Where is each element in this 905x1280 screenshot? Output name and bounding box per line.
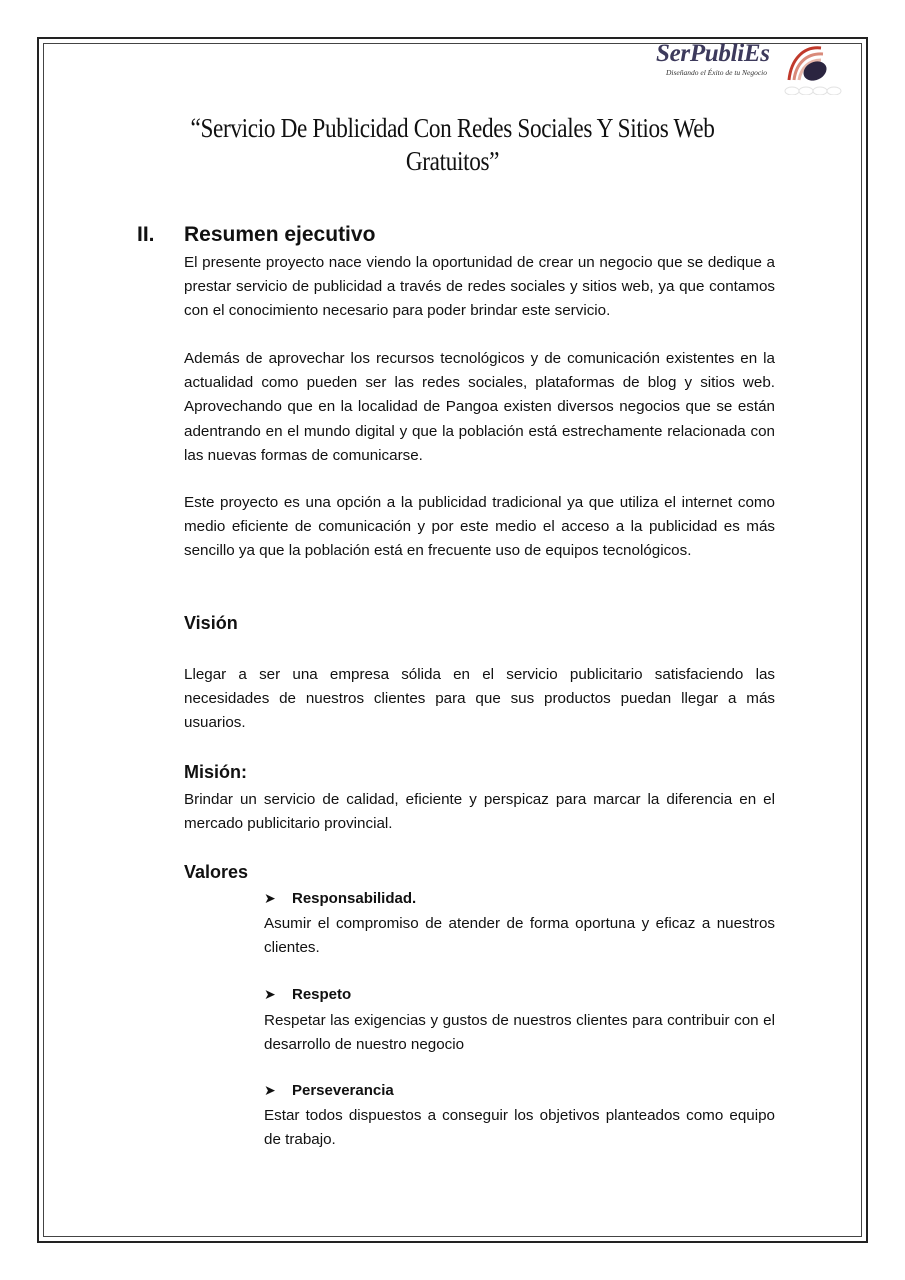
values-heading: Valores — [184, 862, 249, 882]
value-name: Responsabilidad. — [292, 890, 417, 907]
company-logo — [652, 40, 842, 95]
section-heading: Resumen ejecutivo — [184, 223, 376, 246]
mission-heading: Misión: — [184, 762, 247, 782]
section-number: II. — [137, 223, 155, 246]
logo-tagline: Diseñando el Éxito de tu Negocio — [666, 68, 768, 77]
arrow-bullet-icon: ➤ — [264, 1082, 276, 1098]
summary-paragraph-1: El presente proyecto nace viendo la oportunidad de crear un negocio que se dedique a prestar servicio de publicidad a través de redes sociales y sitios web, ya que contamos con el conocimiento necesario para poder brindar este servicio. — [184, 254, 775, 320]
arrow-bullet-icon: ➤ — [264, 986, 276, 1002]
value-name: Perseverancia — [292, 1082, 394, 1099]
document-title: “Servicio De Publicidad Con Redes Sociales Y Sitios Web Gratuitos” — [190, 113, 715, 176]
value-description: Respetar las exigencias y gustos de nuestros clientes para contribuir con el desarrollo de nuestro negocio — [264, 1012, 775, 1054]
page-border-inner — [43, 43, 862, 1237]
vision-text: Llegar a ser una empresa sólida en el servicio publicitario satisfaciendo las necesidades de nuestros clientes para que sus productos puedan llegar a más usuarios. — [184, 666, 775, 732]
value-item-respeto — [264, 986, 351, 1003]
summary-paragraph-2: Además de aprovechar los recursos tecnológicos y de comunicación existentes en la actualidad como pueden ser las redes sociales, plataformas de blog y sitios web. Aprovechando que en la localidad de Pangoa existen diversos negocios que se están adentrando en el mundo digital y que la población está estrechamente relacionada con las nuevas formas de comunicarse. — [184, 350, 775, 464]
summary-paragraph-3: Este proyecto es una opción a la publicidad tradicional ya que utiliza el internet como medio eficiente de comunicación y por este medio el acceso a la publicidad es más sencillo ya que la población está en frecuente uso de equipos tecnológicos. — [184, 494, 775, 560]
value-item-responsabilidad — [264, 890, 416, 907]
value-description: Estar todos dispuestos a conseguir los objetivos planteados como equipo de trabajo. — [264, 1107, 775, 1149]
arrow-bullet-icon: ➤ — [264, 890, 276, 906]
logo-watermark-icon — [784, 86, 842, 95]
logo-swirl-icon — [785, 42, 831, 84]
vision-heading: Visión — [184, 613, 238, 633]
value-name: Respeto — [292, 986, 352, 1003]
logo-brand-text: SerPubliEs — [656, 40, 770, 67]
value-description: Asumir el compromiso de atender de forma oportuna y eficaz a nuestros clientes. — [264, 915, 775, 957]
value-item-perseverancia — [264, 1082, 394, 1099]
mission-text: Brindar un servicio de calidad, eficiente y perspicaz para marcar la diferencia en el mercado publicitario provincial. — [184, 791, 775, 833]
